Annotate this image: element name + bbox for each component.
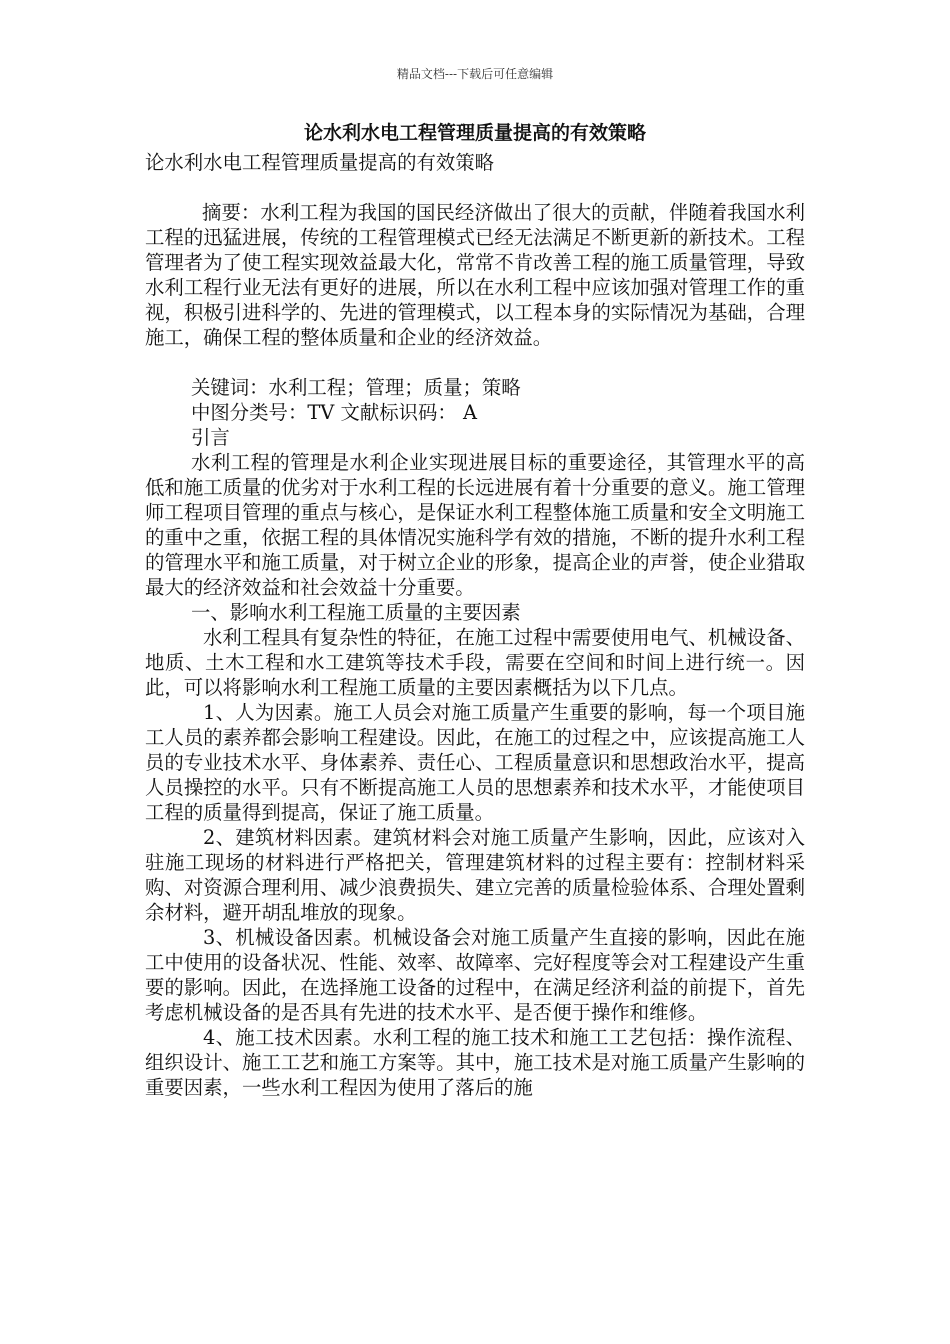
watermark-header: 精品文档---下载后可任意编辑: [396, 67, 554, 81]
spacer: [145, 175, 805, 200]
section-1-intro-paragraph: 水利工程具有复杂性的特征，在施工过程中需要使用电气、机械设备、地质、土木工程和水工建筑等技术手段，需要在空间和时间上进行统一。因此，可以将影响水利工程施工质量的主要因素概括为以下几点。: [145, 626, 805, 699]
factor-2-paragraph: 2、建筑材料因素。建筑材料会对施工质量产生影响，因此，应该对入驻施工现场的材料进行严格把关，管理建筑材料的过程主要有：控制材料采购、对资源合理利用、减少浪费损失、建立完善的质量检验体系、合理处置剩余材料，避开胡乱堆放的现象。: [145, 826, 805, 924]
factor-3-paragraph: 3、机械设备因素。机械设备会对施工质量产生直接的影响，因此在施工中使用的设备状况、性能、效率、故障率、完好程度等会对工程建设产生重要的影响。因此，在选择施工设备的过程中，在满足经济利益的前提下，首先考虑机械设备的是否具有先进的技术水平、是否便于操作和维修。: [145, 926, 805, 1024]
factor-1-paragraph: 1、人为因素。施工人员会对施工质量产生重要的影响，每一个项目施工人员的素养都会影响工程建设。因此，在施工的过程之中，应该提高施工人员的专业技术水平、身体素养、责任心、工程质量意识和思想政治水平，提高人员操控的水平。只有不断提高施工人员的思想素养和技术水平，才能使项目工程的质量得到提高，保证了施工质量。: [145, 701, 805, 824]
document-title: 论水利水电工程管理质量提高的有效策略: [303, 122, 646, 144]
section-1-heading: 一、影响水利工程施工质量的主要因素: [191, 601, 521, 624]
keywords-line: 关键词：水利工程；管理；质量；策略: [191, 376, 521, 399]
intro-paragraph: 水利工程的管理是水利企业实现进展目标的重要途径，其管理水平的高低和施工质量的优劣对于水利工程的长远进展有着十分重要的意义。施工管理师工程项目管理的重点与核心，是保证水利工程整体施工质量和安全文明施工的重中之重，依据工程的具体情况实施科学有效的措施，不断的提升水利工程的管理水平和施工质量，对于树立企业的形象，提高企业的声誉，使企业猎取最大的经济效益和社会效益十分重要。: [145, 451, 805, 599]
intro-heading: 引言: [191, 426, 230, 449]
spacer: [145, 350, 805, 375]
classification-line: 中图分类号：TV 文献标识码： A: [191, 401, 477, 424]
document-body: [145, 150, 805, 1100]
factor-4-paragraph: 4、施工技术因素。水利工程的施工技术和施工工艺包括：操作流程、组织设计、施工工艺和施工方案等。其中，施工技术是对施工质量产生影响的重要因素，一些水利工程因为使用了落后的施: [145, 1026, 805, 1099]
document-subtitle: 论水利水电工程管理质量提高的有效策略: [145, 151, 495, 174]
abstract-paragraph: 摘要：水利工程为我国的国民经济做出了很大的贡献，伴随着我国水利工程的迅猛进展，传统的工程管理模式已经无法满足不断更新的新技术。工程管理者为了使工程实现效益最大化，常常不肯改善工程的施工质量管理，导致水利工程行业无法有更好的进展，所以在水利工程中应该加强对管理工作的重视，积极引进科学的、先进的管理模式，以工程本身的实际情况为基础，合理施工，确保工程的整体质量和企业的经济效益。: [145, 201, 805, 349]
